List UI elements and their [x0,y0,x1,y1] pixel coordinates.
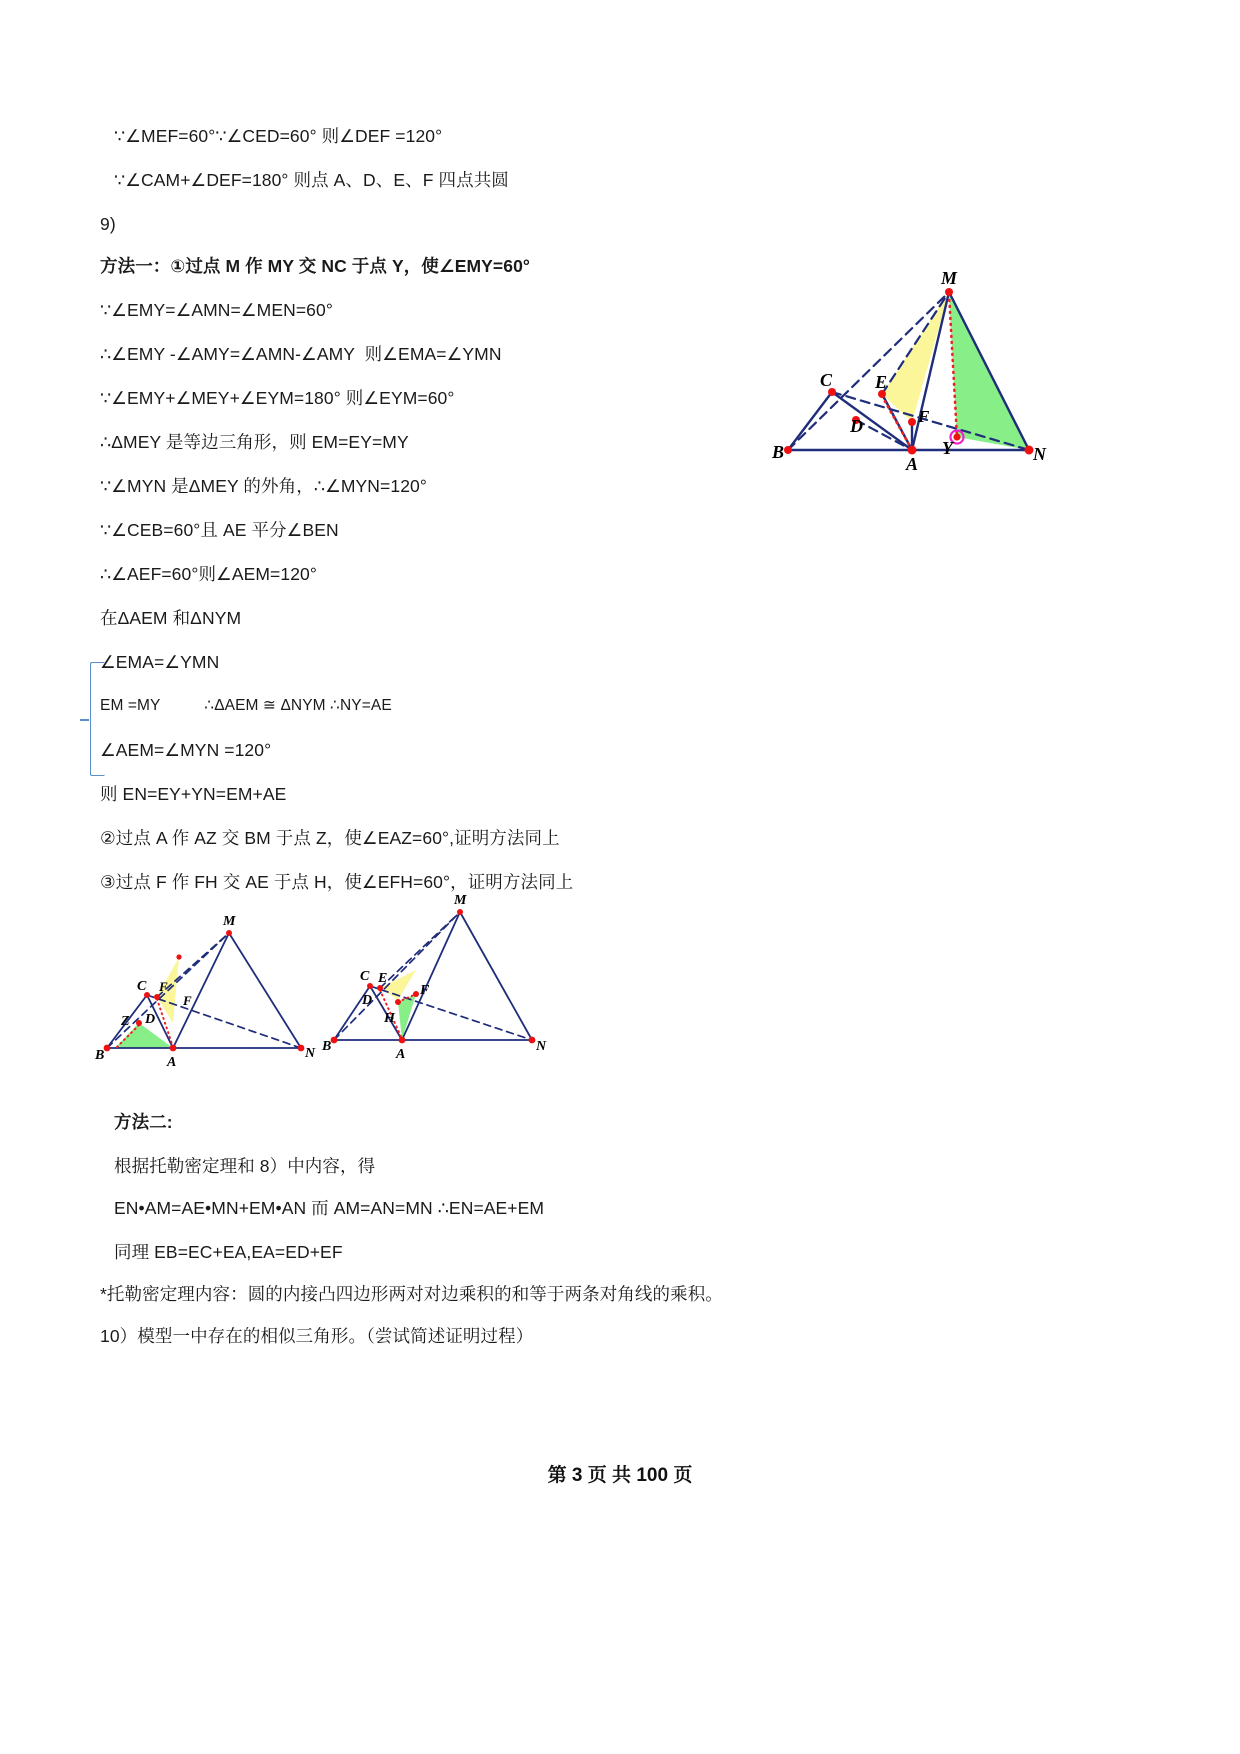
point-Y [953,433,960,440]
label-F-upper: F [159,979,168,994]
text-row [100,786,1140,830]
label-Z: Z [121,1014,130,1029]
figure-method-one-MY [770,268,1070,474]
label-F: F [420,983,430,998]
segment-AM [173,933,229,1048]
dashed-FM [157,933,229,997]
label-N: N [305,1046,316,1061]
text-row [100,128,1140,172]
label-A: A [396,1047,406,1062]
label-Y: Y [942,438,953,458]
text-row [100,478,1140,522]
label-C: C [137,979,147,994]
proof-line: ∵∠EMY=∠AMN=∠MEN=60° [100,300,333,320]
text-row [100,1158,1140,1200]
ptolemy-equation: EN•AM=AE•MN+EM•AN 而 AM=AN=MN ∴EN=AE+EM [114,1198,545,1218]
segment-MN [460,912,532,1040]
dashed-BM [107,933,229,1048]
text-row [100,172,1140,216]
segment-MN [229,933,301,1048]
text-row [100,1200,1140,1244]
page-footer: 第 3 页 共 100 页 [547,1465,693,1486]
label-A: A [167,1055,177,1070]
label-N: N [536,1039,547,1054]
proof-line: 根据托勒密定理和 8）中内容，得 [114,1156,376,1176]
text-row [100,1114,1140,1158]
label-M: M [223,914,236,929]
label-M: M [941,268,958,288]
congruence-condition: EM =MY ∴ΔAEM ≅ ΔNYM ∴NY=AE [100,697,392,714]
figure-method-one-AZ [95,905,335,1070]
segment-BC [788,392,832,450]
question-number: 9) [100,214,116,234]
text-row [100,610,1140,654]
label-B: B [772,442,785,462]
text-row [100,216,1140,258]
label-H: H [384,1011,395,1026]
label-E: E [875,372,888,392]
congruence-brace [90,662,105,776]
proof-line: 则 EN=EY+YN=EM+AE [100,784,287,804]
method-two-heading: 方法二: [114,1112,173,1132]
label-N: N [1033,444,1046,464]
proof-line: ∵∠CEB=60°且 AE 平分∠BEN [100,520,339,540]
congruence-condition: ∠EMA=∠YMN [100,652,220,672]
proof-line: ∵∠MEF=60°∵∠CED=60° 则∠DEF =120° [114,126,443,146]
text-row [100,522,1140,566]
label-D: D [850,416,863,436]
label-A: A [906,454,919,474]
proof-line: 同理 EB=EC+EA,EA=ED+EF [114,1242,343,1262]
proof-line: ∴ΔMEY 是等边三角形，则 EM=EY=MY [100,432,409,452]
proof-line: 在ΔAEM 和ΔNYM [100,608,242,628]
ptolemy-definition: *托勒密定理内容：圆的内接凸四边形两对对边乘积的和等于两条对角线的乘积。 [100,1284,723,1304]
text-row [100,654,1140,698]
proof-line: ②过点 A 作 AZ 交 BM 于点 Z，使∠EAZ=60°,证明方法同上 [100,828,560,848]
question-ten: 10）模型一中存在的相似三角形。（尝试简述证明过程） [100,1326,534,1346]
proof-line: ∵∠CAM+∠DEF=180° 则点 A、D、E、F 四点共圆 [114,170,509,190]
congruence-condition: ∠AEM=∠MYN =120° [100,740,272,760]
text-row [100,1328,1140,1372]
text-row [100,1244,1140,1286]
label-D: D [145,1012,156,1027]
text-row [100,742,1140,786]
proof-line: ∴∠AEF=60°则∠AEM=120° [100,564,317,584]
label-F: F [183,993,192,1008]
method-one-heading-line: 方法一：①过点 M 作 MY 交 NC 于点 Y，使∠EMY=60° [100,256,531,276]
figure-method-one-FH [320,890,570,1070]
label-M: M [454,893,467,908]
label-F: F [918,407,930,426]
proof-line: ∵∠EMY+∠MEY+∠EYM=180° 则∠EYM=60° [100,388,455,408]
text-row [100,830,1140,874]
label-B: B [322,1039,332,1054]
dashed-BM [334,912,460,1040]
label-E: E [378,971,388,986]
yellow-triangle-EMA [882,292,949,422]
text-row [100,1286,1140,1328]
label-B: B [95,1048,105,1063]
proof-line: ∵∠MYN 是ΔMEY 的外角，∴∠MYN=120° [100,476,427,496]
text-row [100,566,1140,610]
proof-line: ∴∠EMY -∠AMY=∠AMN-∠AMY 则∠EMA=∠YMN [100,344,502,364]
label-C: C [820,370,833,390]
label-C: C [360,969,370,984]
text-row [100,698,1140,742]
proof-line: ③过点 F 作 FH 交 AE 于点 H，使∠EFH=60°，证明方法同上 [100,872,574,892]
label-D: D [362,993,373,1008]
